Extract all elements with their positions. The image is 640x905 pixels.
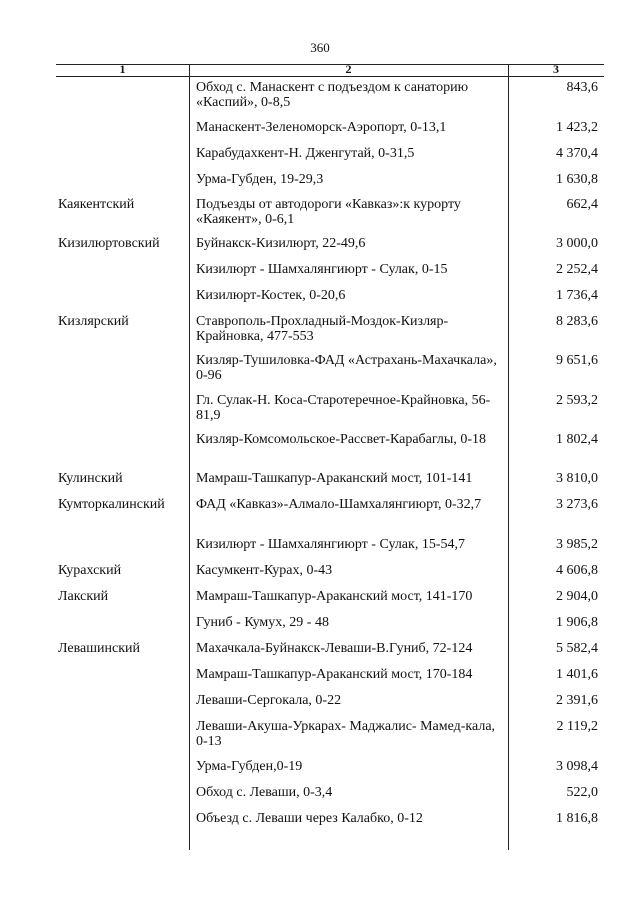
district-cell: Курахский <box>58 563 122 578</box>
district-cell: Кумторкалинский <box>58 497 165 512</box>
road-funding-table <box>56 64 604 850</box>
amount-cell: 3 000,0 <box>556 236 598 251</box>
amount-cell: 662,4 <box>566 197 598 212</box>
column-divider-1 <box>189 64 190 850</box>
district-cell: Каякентский <box>58 197 135 212</box>
road-cell: Кизилюрт-Костек, 0-20,6 <box>196 288 346 303</box>
amount-cell: 4 606,8 <box>556 563 598 578</box>
road-cell: Обход с. Манаскент с подъездом к санаторию «Каспий», 0-8,5 <box>196 80 469 110</box>
road-cell: Леваши-Сергокала, 0-22 <box>196 693 342 708</box>
road-cell: Объезд с. Леваши через Калабко, 0-12 <box>196 811 423 826</box>
amount-cell: 2 391,6 <box>556 693 598 708</box>
road-cell: Гл. Сулак-Н. Коса-Старотеречное-Крайновка, 56-81,9 <box>196 393 491 423</box>
amount-cell: 2 252,4 <box>556 262 598 277</box>
road-cell: Карабудахкент-Н. Дженгутай, 0-31,5 <box>196 146 415 161</box>
road-cell: Урма-Губден,0-19 <box>196 759 303 774</box>
road-cell: Гуниб - Кумух, 29 - 48 <box>196 615 329 630</box>
page-number: 360 <box>310 40 330 55</box>
amount-cell: 1 802,4 <box>556 432 598 447</box>
district-cell: Лакский <box>58 589 109 604</box>
road-cell: Обход с. Леваши, 0-3,4 <box>196 785 333 800</box>
amount-cell: 8 283,6 <box>556 314 598 329</box>
road-cell: Касумкент-Курах, 0-43 <box>196 563 333 578</box>
amount-cell: 1 816,8 <box>556 811 598 826</box>
amount-cell: 1 630,8 <box>556 172 598 187</box>
road-cell: Буйнакск-Кизилюрт, 22-49,6 <box>196 236 366 251</box>
road-cell: Ставрополь-Прохладный-Моздок-Кизляр-Крайновка, 477-553 <box>196 314 449 344</box>
amount-cell: 2 593,2 <box>556 393 598 408</box>
road-cell: Манаскент-Зеленоморск-Аэропорт, 0-13,1 <box>196 120 447 135</box>
amount-cell: 1 423,2 <box>556 120 598 135</box>
column-header-1: 1 <box>119 62 126 76</box>
amount-cell: 3 273,6 <box>556 497 598 512</box>
road-cell: Мамраш-Ташкапур-Араканский мост, 101-141 <box>196 471 473 486</box>
road-cell: Кизилюрт - Шамхалянгиюрт - Сулак, 15-54,7 <box>196 537 465 552</box>
road-cell: Леваши-Акуша-Уркарах- Маджалис- Мамед-кала, 0-13 <box>196 719 496 749</box>
amount-cell: 4 370,4 <box>556 146 598 161</box>
amount-cell: 1 736,4 <box>556 288 598 303</box>
amount-cell: 3 985,2 <box>556 537 598 552</box>
district-cell: Кизилюртовский <box>58 236 160 251</box>
amount-cell: 843,6 <box>566 80 598 95</box>
road-cell: Мамраш-Ташкапур-Араканский мост, 141-170 <box>196 589 473 604</box>
road-cell: ФАД «Кавказ»-Алмало-Шамхалянгиюрт, 0-32,7 <box>196 497 482 512</box>
amount-cell: 1 906,8 <box>556 615 598 630</box>
road-cell: Кизляр-Комсомольское-Рассвет-Карабаглы, 0-18 <box>196 432 486 447</box>
road-cell: Мамраш-Ташкапур-Араканский мост, 170-184 <box>196 667 473 682</box>
amount-cell: 3 810,0 <box>556 471 598 486</box>
road-cell: Махачкала-Буйнакск-Леваши-В.Гуниб, 72-124 <box>196 641 473 656</box>
district-cell: Кулинский <box>58 471 123 486</box>
column-header-2: 2 <box>345 62 352 76</box>
amount-cell: 522,0 <box>566 785 598 800</box>
column-header-3: 3 <box>553 62 559 76</box>
road-cell: Кизилюрт - Шамхалянгиюрт - Сулак, 0-15 <box>196 262 448 277</box>
road-cell: Кизляр-Тушиловка-ФАД «Астрахань-Махачкала», 0-96 <box>196 353 497 383</box>
amount-cell: 3 098,4 <box>556 759 598 774</box>
table-header-rule <box>56 76 604 77</box>
road-cell: Урма-Губден, 19-29,3 <box>196 172 324 187</box>
amount-cell: 2 904,0 <box>556 589 598 604</box>
amount-cell: 2 119,2 <box>556 719 598 734</box>
amount-cell: 5 582,4 <box>556 641 598 656</box>
amount-cell: 9 651,6 <box>556 353 598 368</box>
road-cell: Подъезды от автодороги «Кавказ»:к курорту «Каякент», 0-6,1 <box>196 197 461 227</box>
district-cell: Кизлярский <box>58 314 129 329</box>
amount-cell: 1 401,6 <box>556 667 598 682</box>
district-cell: Левашинский <box>58 641 141 656</box>
